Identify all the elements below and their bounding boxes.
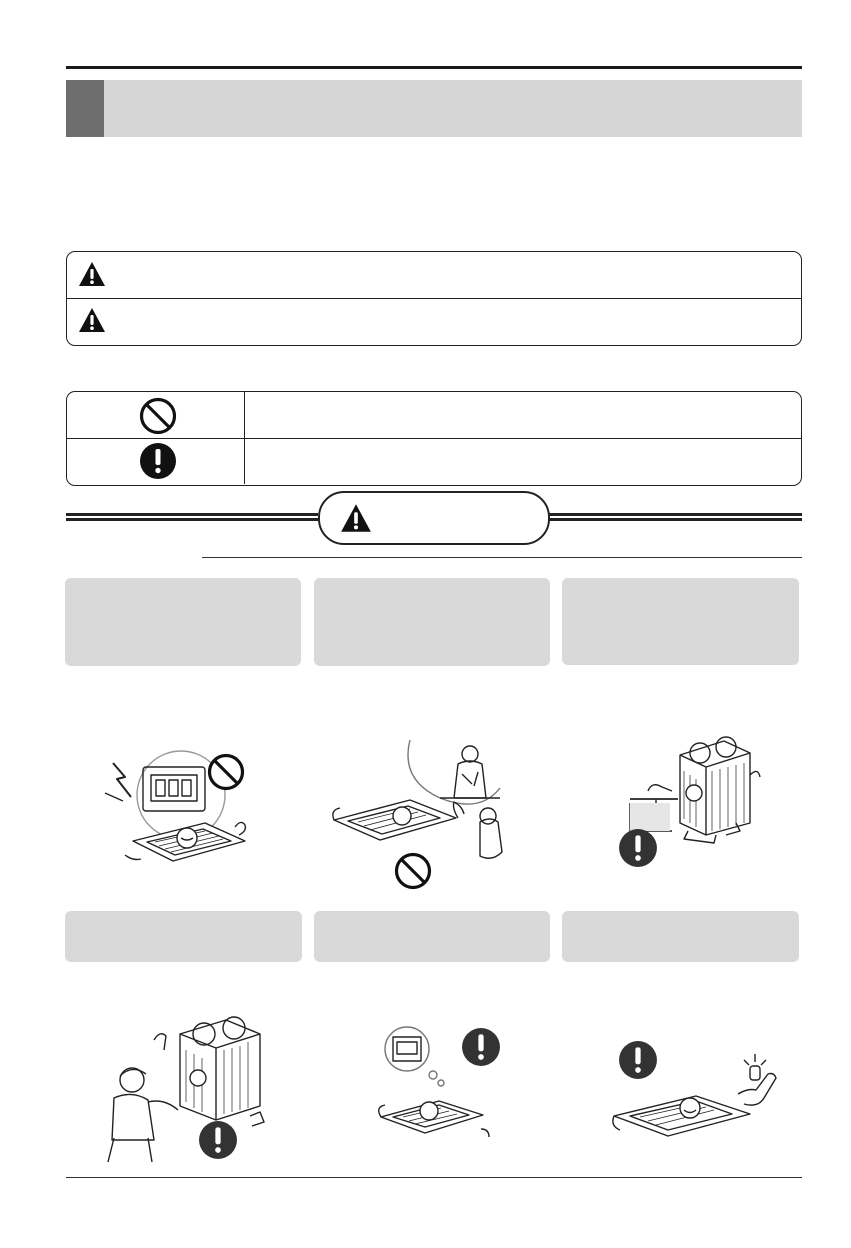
mandatory-icon (139, 442, 177, 485)
caution-triangle-icon (78, 307, 106, 338)
banner-rule-right (546, 518, 802, 521)
cassette-unit-fuse-illustration (610, 1040, 785, 1145)
prohibited-icon (207, 753, 245, 796)
mandatory-icon (618, 1040, 658, 1085)
cassette-unit-breaker-illustration (375, 1025, 505, 1145)
caption-box (314, 578, 550, 666)
cassette-unit-no-diy-repair-illustration (330, 738, 515, 888)
prohibited-icon (139, 397, 177, 440)
mandatory-icon (618, 828, 658, 873)
section-title-bar (66, 80, 802, 137)
banner-rule-left (66, 513, 318, 516)
caption-box (562, 578, 799, 665)
top-rule (66, 66, 802, 69)
cassette-unit-shock-illustration (95, 745, 270, 885)
caption-box (65, 911, 302, 962)
bottom-rule (66, 1177, 802, 1178)
outdoor-unit-grounding-illustration (618, 735, 763, 880)
warning-triangle-icon (78, 261, 106, 292)
warning-banner (318, 491, 550, 545)
table-divider (244, 392, 245, 484)
mandatory-icon (198, 1120, 238, 1165)
banner-rule-left (66, 518, 318, 521)
warning-triangle-icon (340, 503, 372, 538)
caption-box (314, 911, 550, 962)
banner-rule-right (546, 513, 802, 516)
subheading-rule (202, 557, 802, 558)
caption-box (65, 578, 301, 666)
prohibited-icon (394, 852, 432, 895)
table-divider (67, 298, 801, 299)
mandatory-icon (461, 1027, 501, 1072)
section-title-tab (66, 80, 104, 137)
caption-box (562, 911, 799, 962)
outdoor-unit-installer-illustration (100, 1020, 275, 1165)
table-divider (67, 438, 801, 439)
